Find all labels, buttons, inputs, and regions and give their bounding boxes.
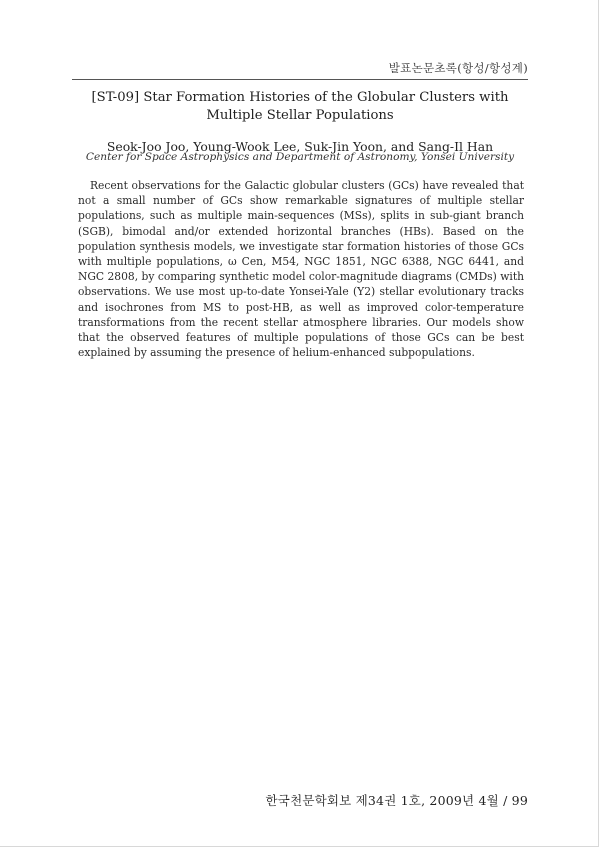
section-label: 발표논문초록(항성/항성계) xyxy=(388,61,528,75)
article-authors: Seok-Joo Joo, Young-Wook Lee, Suk-Jin Yoon, and Sang-Il Han xyxy=(106,139,494,154)
header-divider xyxy=(72,79,528,80)
journal-footer: 한국천문학회보 제34권 1호, 2009년 4월 / 99 xyxy=(265,793,528,808)
article-abstract: Recent observations for the Galactic globular clusters (GCs) have revealed that not a small number of GCs show remarkable signatures of multiple stellar populations, such as multiple main-sequences (MSs), splits in sub-giant branch (SGB), bimodal and/or extended horizontal branches (HBs). Based on the population synthesis models, we investigate star formation histories of those GCs with multiple populations, ω Cen, M54, NGC 1851, NGC 6388, NGC 6441, and NGC 2808, by comparing synthetic model color-magnitude diagrams (CMDs) with observations. We use most up-to-date Yonsei-Yale (Y2) stellar evolutionary tracks and isochrones from MS to post-HB, as well as improved color-temperature transformations from the recent stellar atmosphere libraries. Our models show that the observed features of multiple populations of those GCs can be best explained by assuming the presence of helium-enhanced subpopulations. xyxy=(78,179,524,360)
article-title: [ST-09] Star Formation Histories of the Globular Clusters with Multiple Stellar Populations xyxy=(91,90,509,123)
article-affiliation: Center for Space Astrophysics and Department of Astronomy, Yonsei University xyxy=(85,151,515,163)
